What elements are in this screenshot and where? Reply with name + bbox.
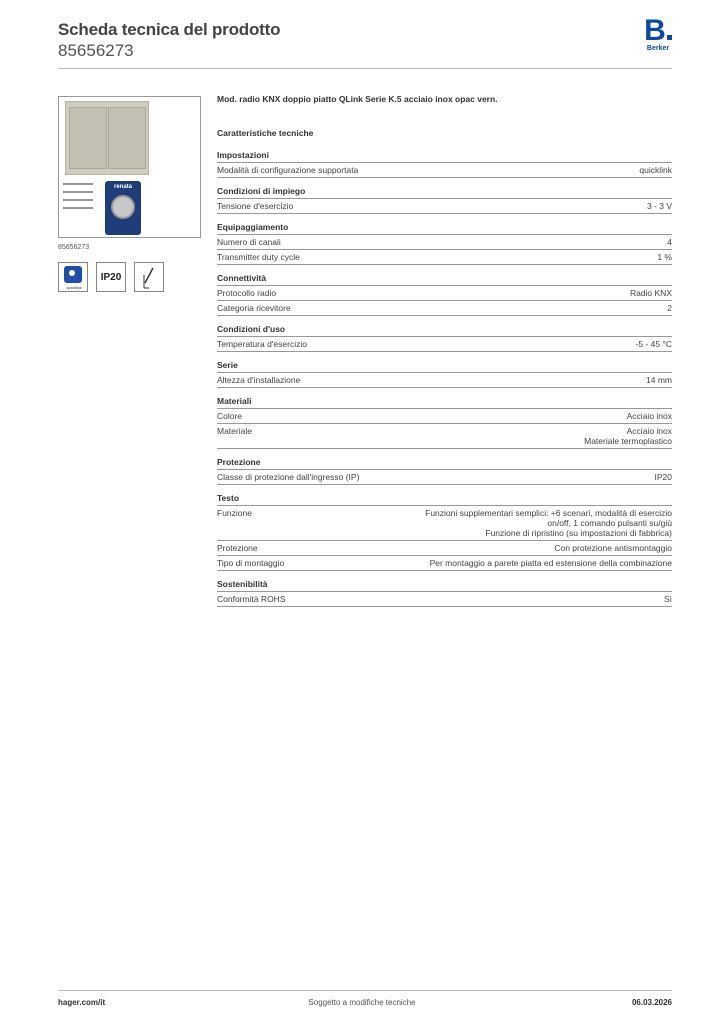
section-title: Connettività: [217, 273, 672, 286]
section-title: Testo: [217, 493, 672, 506]
section-title: Materiali: [217, 396, 672, 409]
product-name: Mod. radio KNX doppio piatto QLink Serie K.5 acciaio inox opac vern.: [217, 94, 498, 104]
footer-divider: [58, 990, 672, 991]
spec-label: Protezione: [217, 543, 258, 553]
spec-row: [217, 409, 672, 424]
spec-value: Per montaggio a parete piatta ed estensione della combinazione: [429, 558, 672, 568]
spec-row: [217, 541, 672, 556]
spec-label: Materiale: [217, 426, 252, 436]
spec-row: [217, 235, 672, 250]
battery-brand: renata: [113, 184, 132, 190]
spec-label: Categoria ricevitore: [217, 303, 291, 313]
spec-label: Tensione d'esercizio: [217, 201, 294, 211]
spec-value: Sì: [663, 594, 672, 604]
spec-label: Numero di canali: [217, 237, 281, 247]
spec-section: [217, 273, 672, 316]
spec-row: [217, 163, 672, 178]
section-title: Sostenibilità: [217, 579, 672, 592]
spec-row: [217, 286, 672, 301]
section-title: Condizioni d'uso: [217, 324, 672, 337]
spec-row: [217, 199, 672, 214]
quicklink-label: quicklink: [66, 285, 82, 290]
berker-logo: [642, 14, 674, 52]
spec-value: Acciaio inox Materiale termoplastico: [584, 426, 672, 446]
spec-label: Modalità di configurazione supportata: [217, 165, 359, 175]
spec-row: [217, 470, 672, 485]
spec-section: [217, 579, 672, 607]
spec-label: Tipo di montaggio: [217, 558, 285, 568]
image-caption: 85656273: [58, 244, 90, 251]
spec-value: Con protezione antismontaggio: [554, 543, 672, 553]
spec-content: [217, 94, 672, 615]
page-header: [58, 20, 280, 61]
spec-label: Funzione: [217, 508, 252, 518]
spec-row: [217, 337, 672, 352]
page-title: Scheda tecnica del prodotto: [58, 20, 281, 39]
spec-row: [217, 556, 672, 571]
spec-label: Colore: [217, 411, 243, 421]
ip20-badge: IP20: [96, 262, 126, 292]
spec-value: 14 mm: [646, 375, 672, 385]
specs-heading: Caratteristiche tecniche: [217, 128, 314, 138]
spec-label: Classe di protezione dall'ingresso (IP): [217, 472, 360, 482]
rocker-right: [108, 107, 146, 169]
spec-label: Altezza d'installazione: [217, 375, 301, 385]
spec-value: Radio KNX: [629, 288, 672, 298]
spec-row: [217, 373, 672, 388]
spec-row: [217, 592, 672, 607]
section-title: Protezione: [217, 457, 672, 470]
spec-row: [217, 250, 672, 265]
spec-row: [217, 506, 672, 541]
spec-value: IP20: [654, 472, 672, 482]
spec-section: [217, 493, 672, 571]
spec-section: [217, 186, 672, 214]
product-image: [58, 96, 201, 238]
spec-value: 4: [667, 237, 672, 247]
spec-label: Temperatura d'esercizio: [217, 339, 307, 349]
section-title: Condizioni di impiego: [217, 186, 672, 199]
spec-value: 3 - 3 V: [646, 201, 672, 211]
spec-row: [217, 424, 672, 449]
spec-value: 2: [667, 303, 672, 313]
spec-section: [217, 457, 672, 485]
spec-section: [217, 222, 672, 265]
spec-section: [217, 150, 672, 178]
logo-brand: Berker: [646, 45, 670, 52]
spec-value: -5 - 45 °C: [635, 339, 672, 349]
spec-value: 1 %: [657, 252, 672, 262]
spec-label: Transmitter duty cycle: [217, 252, 300, 262]
spec-value: Funzioni supplementari semplici: +6 scenari, modalità di esercizio on/off, 1 comando pulsanti su/giù Funzione di ripristino (su impostazioni di fabbrica): [425, 508, 672, 538]
section-title: Equipaggiamento: [217, 222, 672, 235]
header-divider: [58, 68, 672, 69]
spec-value: quicklink: [639, 165, 672, 175]
quicklink-icon: [58, 262, 88, 292]
spec-section: [217, 324, 672, 352]
footer-website[interactable]: hager.com/it: [58, 998, 106, 1007]
section-title: Serie: [217, 360, 672, 373]
spec-sections: [217, 150, 672, 607]
spec-label: Protocollo radio: [217, 288, 277, 298]
footer-date: 06.03.2026: [631, 998, 672, 1007]
screws-image: [63, 183, 97, 219]
spec-row: [217, 301, 672, 316]
spec-section: [217, 360, 672, 388]
spec-value: Acciaio inox: [626, 411, 672, 421]
spec-section: [217, 396, 672, 449]
product-code: 85656273: [58, 41, 134, 60]
battery-image: [105, 181, 141, 235]
footer-notice: Soggetto a modifiche tecniche: [308, 998, 416, 1007]
switch-plate-image: [65, 101, 149, 175]
screwdriver-icon: [134, 262, 164, 292]
logo-letter: B: [642, 18, 674, 44]
spec-label: Conformità ROHS: [217, 594, 286, 604]
section-title: Impostazioni: [217, 150, 672, 163]
rocker-left: [69, 107, 107, 169]
